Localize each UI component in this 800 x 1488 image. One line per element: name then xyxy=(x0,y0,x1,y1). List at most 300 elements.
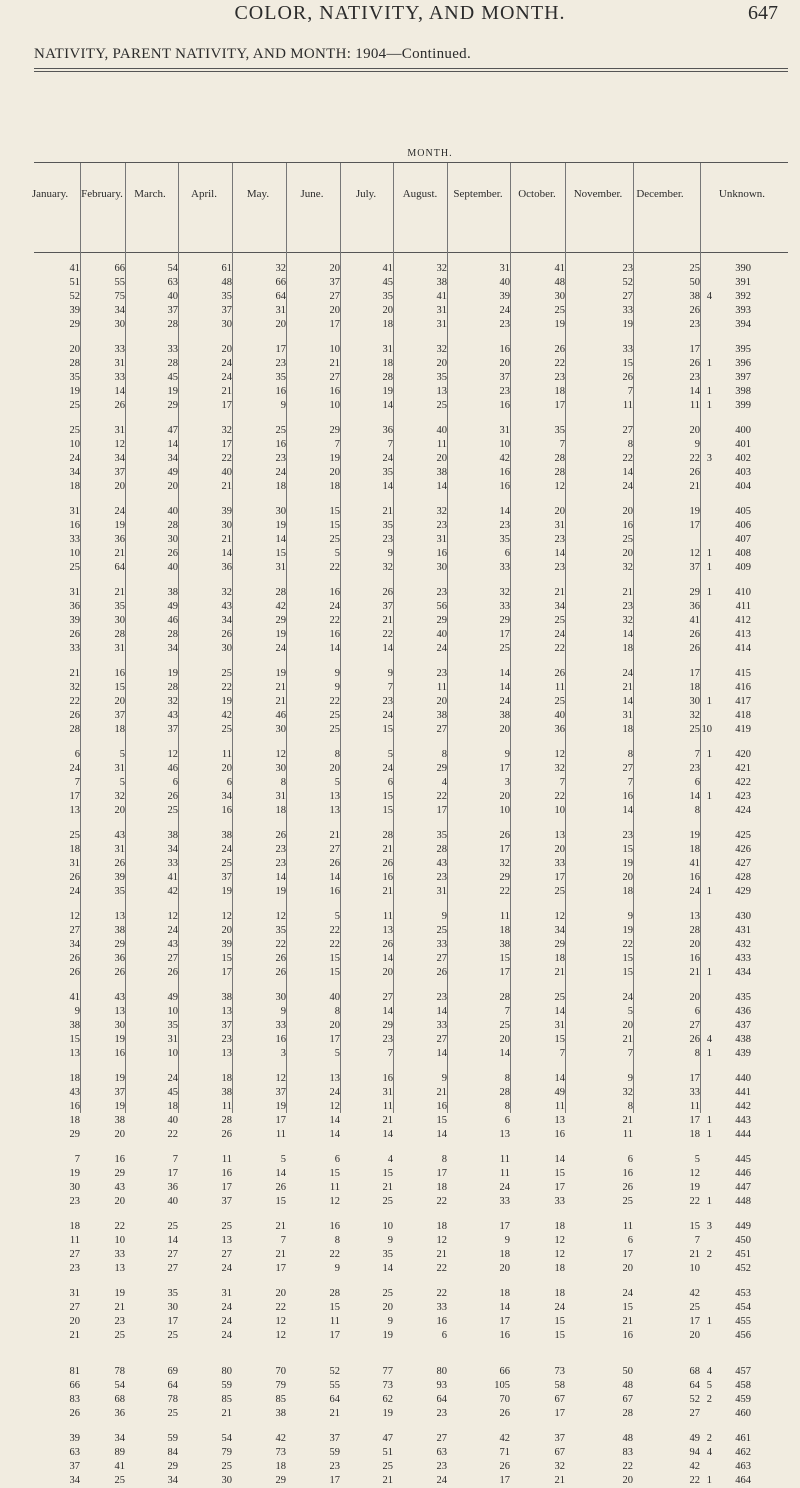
table-cell: 37 xyxy=(167,305,178,316)
table-cell: 23 xyxy=(436,1461,447,1472)
table-cell: 26 xyxy=(69,967,80,978)
table-cell: 32 xyxy=(69,682,80,693)
table-row xyxy=(28,1128,712,1142)
table-cell: 33 xyxy=(499,1196,510,1207)
table-cell: 22 xyxy=(221,682,232,693)
table-cell: 31 xyxy=(275,305,286,316)
row-number: 461 xyxy=(735,1433,751,1444)
table-cell: 16 xyxy=(69,1101,80,1112)
table-cell: 33 xyxy=(622,344,633,355)
table-row xyxy=(28,1153,712,1167)
row-number: 455 xyxy=(735,1316,751,1327)
table-cell: 15 xyxy=(275,1196,286,1207)
table-cell: 16 xyxy=(436,548,447,559)
table-cell: 30 xyxy=(69,1182,80,1193)
row-number-row xyxy=(711,991,751,1005)
group-gap xyxy=(28,980,712,991)
table-cell: 33 xyxy=(69,534,80,545)
table-cell: 36 xyxy=(167,1182,178,1193)
table-cell: 21 xyxy=(382,1475,393,1486)
row-number-row xyxy=(711,276,751,290)
table-cell: 18 xyxy=(436,1182,447,1193)
table-cell: 32 xyxy=(622,615,633,626)
table-cell: 23 xyxy=(689,763,700,774)
table-cell: 42 xyxy=(275,1433,286,1444)
table-row xyxy=(28,438,712,452)
table-cell: 51 xyxy=(382,1447,393,1458)
gap-cell xyxy=(28,818,712,829)
table-cell: 28 xyxy=(622,1408,633,1419)
table-cell: 23 xyxy=(275,844,286,855)
table-cell: 9 xyxy=(387,1316,393,1327)
table-cell: 1 xyxy=(706,400,712,411)
table-cell: 11 xyxy=(436,439,447,450)
table-cell: 21 xyxy=(382,615,393,626)
table-cell: 23 xyxy=(382,1034,393,1045)
table-cell: 37 xyxy=(499,372,510,383)
table-cell: 1 xyxy=(706,1048,712,1059)
table-cell: 42 xyxy=(275,601,286,612)
table-cell: 19 xyxy=(275,629,286,640)
table-cell: 12 xyxy=(114,439,125,450)
table-cell: 15 xyxy=(622,953,633,964)
row-number-row xyxy=(711,910,751,924)
table-cell: 27 xyxy=(329,291,340,302)
table-cell: 43 xyxy=(436,858,447,869)
row-number: 391 xyxy=(735,277,751,288)
table-cell: 25 xyxy=(329,710,340,721)
table-cell: 15 xyxy=(329,967,340,978)
table-cell: 13 xyxy=(689,911,700,922)
table-cell: 24 xyxy=(329,601,340,612)
table-cell: 23 xyxy=(622,601,633,612)
table-cell: 41 xyxy=(554,263,565,274)
table-cell: 7 xyxy=(74,1154,80,1165)
table-cell: 48 xyxy=(554,277,565,288)
table-cell: 32 xyxy=(499,858,510,869)
table-cell: 25 xyxy=(69,562,80,573)
table-cell: 9 xyxy=(387,668,393,679)
table-cell: 16 xyxy=(114,668,125,679)
table-cell: 35 xyxy=(382,520,393,531)
column-header-july: July. xyxy=(355,188,377,200)
row-number: 459 xyxy=(735,1394,751,1405)
table-cell: 33 xyxy=(275,1020,286,1031)
table-cell: 19 xyxy=(167,386,178,397)
table-cell: 15 xyxy=(554,1330,565,1341)
table-cell: 14 xyxy=(275,872,286,883)
table-cell: 34 xyxy=(167,1475,178,1486)
table-cell: 1 xyxy=(706,749,712,760)
table-cell: 29 xyxy=(167,400,178,411)
row-number-row xyxy=(711,600,751,614)
table-cell: 24 xyxy=(221,1263,232,1274)
table-cell: 32 xyxy=(436,263,447,274)
row-number: 392 xyxy=(735,291,751,302)
table-title: NATIVITY, PARENT NATIVITY, AND MONTH: 1904—Continued. xyxy=(34,46,472,62)
row-number: 457 xyxy=(735,1366,751,1377)
table-cell: 13 xyxy=(114,1006,125,1017)
row-number: 432 xyxy=(735,939,751,950)
table-cell: 26 xyxy=(382,939,393,950)
table-cell: 19 xyxy=(275,1101,286,1112)
table-cell: 20 xyxy=(436,696,447,707)
table-cell: 19 xyxy=(622,319,633,330)
table-cell: 11 xyxy=(499,1168,510,1179)
row-number: 401 xyxy=(735,439,751,450)
table-cell: 16 xyxy=(622,1168,633,1179)
table-row xyxy=(28,262,712,276)
table-cell: 23 xyxy=(499,319,510,330)
table-cell: 29 xyxy=(436,763,447,774)
table-cell: 16 xyxy=(622,520,633,531)
table-row xyxy=(28,1287,712,1301)
row-number: 418 xyxy=(735,710,751,721)
table-cell: 19 xyxy=(622,925,633,936)
table-cell: 26 xyxy=(382,587,393,598)
table-cell: 43 xyxy=(114,830,125,841)
table-cell: 17 xyxy=(275,1263,286,1274)
row-number-row xyxy=(711,1474,751,1488)
table-cell: 22 xyxy=(554,791,565,802)
table-cell: 27 xyxy=(329,372,340,383)
table-cell: 11 xyxy=(69,1235,80,1246)
table-cell: 16 xyxy=(329,386,340,397)
table-cell: 28 xyxy=(167,629,178,640)
table-cell: 23 xyxy=(554,562,565,573)
table-cell: 26 xyxy=(689,629,700,640)
top-rule xyxy=(34,68,788,69)
table-cell: 13 xyxy=(221,1048,232,1059)
table-cell: 8 xyxy=(504,1101,510,1112)
group-gap xyxy=(28,818,712,829)
table-row xyxy=(28,547,712,561)
table-cell: 84 xyxy=(167,1447,178,1458)
table-cell: 11 xyxy=(689,1101,700,1112)
row-number: 416 xyxy=(735,682,751,693)
row-number-row xyxy=(711,438,751,452)
group-gap xyxy=(28,1354,712,1365)
table-cell: 21 xyxy=(275,1221,286,1232)
table-cell: 23 xyxy=(689,372,700,383)
page-number: 647 xyxy=(748,2,778,24)
table-cell: 16 xyxy=(499,467,510,478)
table-cell: 18 xyxy=(554,1288,565,1299)
table-cell: 4 xyxy=(387,1154,393,1165)
table-cell: 27 xyxy=(167,953,178,964)
table-cell: 21 xyxy=(114,548,125,559)
table-cell: 52 xyxy=(329,1366,340,1377)
table-cell: 4 xyxy=(706,1366,712,1377)
table-cell: 9 xyxy=(387,1235,393,1246)
table-cell: 36 xyxy=(221,562,232,573)
table-cell: 28 xyxy=(499,992,510,1003)
table-cell: 9 xyxy=(334,668,340,679)
table-cell: 15 xyxy=(622,967,633,978)
table-cell: 20 xyxy=(114,696,125,707)
table-cell: 26 xyxy=(689,305,700,316)
table-cell: 13 xyxy=(329,805,340,816)
table-row xyxy=(28,952,712,966)
table-cell: 7 xyxy=(387,439,393,450)
table-cell: 7 xyxy=(387,1048,393,1059)
row-number-row xyxy=(711,1315,751,1329)
table-cell: 7 xyxy=(504,1006,510,1017)
table-cell: 79 xyxy=(275,1380,286,1391)
table-cell: 20 xyxy=(382,1302,393,1313)
row-number-row xyxy=(711,1019,751,1033)
table-cell: 10 xyxy=(167,1048,178,1059)
table-cell: 5 xyxy=(334,911,340,922)
table-cell: 16 xyxy=(436,1316,447,1327)
table-cell: 46 xyxy=(167,615,178,626)
table-row xyxy=(28,667,712,681)
table-cell: 21 xyxy=(69,1330,80,1341)
row-number: 442 xyxy=(735,1101,751,1112)
table-cell: 35 xyxy=(382,1249,393,1260)
gap-cell xyxy=(28,1209,712,1220)
table-cell: 17 xyxy=(499,844,510,855)
table-cell: 18 xyxy=(167,1101,178,1112)
row-number-row xyxy=(711,1379,751,1393)
table-cell: 17 xyxy=(329,319,340,330)
gap-cell xyxy=(711,332,751,343)
table-cell: 22 xyxy=(436,791,447,802)
table-cell: 22 xyxy=(114,1221,125,1232)
table-row xyxy=(28,614,712,628)
table-cell: 11 xyxy=(382,1101,393,1112)
gap-cell xyxy=(711,575,751,586)
table-cell: 80 xyxy=(436,1366,447,1377)
table-cell: 6 xyxy=(441,1330,447,1341)
running-head-title: COLOR, NATIVITY, AND MONTH. xyxy=(234,2,566,24)
table-cell: 21 xyxy=(382,506,393,517)
table-cell: 27 xyxy=(69,1302,80,1313)
table-cell: 12 xyxy=(275,911,286,922)
table-cell: 17 xyxy=(499,763,510,774)
table-cell: 3 xyxy=(280,1048,286,1059)
table-cell: 40 xyxy=(167,562,178,573)
table-cell: 11 xyxy=(275,1129,286,1140)
table-cell: 8 xyxy=(441,749,447,760)
table-cell: 15 xyxy=(622,1302,633,1313)
table-cell: 26 xyxy=(221,629,232,640)
table-cell: 17 xyxy=(554,1182,565,1193)
table-cell: 24 xyxy=(167,925,178,936)
row-number-row xyxy=(711,304,751,318)
row-number-row xyxy=(711,1167,751,1181)
table-cell: 40 xyxy=(167,1115,178,1126)
table-cell: 14 xyxy=(275,1168,286,1179)
row-number-row xyxy=(711,938,751,952)
table-cell: 34 xyxy=(69,1475,80,1486)
table-cell: 47 xyxy=(382,1433,393,1444)
table-cell: 26 xyxy=(329,858,340,869)
table-cell: 32 xyxy=(622,1087,633,1098)
table-cell: 5 xyxy=(706,1380,712,1391)
table-cell: 34 xyxy=(221,615,232,626)
table-cell: 19 xyxy=(689,830,700,841)
table-cell: 28 xyxy=(554,467,565,478)
row-number: 393 xyxy=(735,305,751,316)
table-cell: 5 xyxy=(119,777,125,788)
table-cell: 7 xyxy=(559,777,565,788)
table-cell: 8 xyxy=(441,1154,447,1165)
table-cell: 20 xyxy=(69,1316,80,1327)
table-cell: 21 xyxy=(329,358,340,369)
table-cell: 30 xyxy=(275,724,286,735)
table-cell: 23 xyxy=(689,319,700,330)
table-cell: 24 xyxy=(499,305,510,316)
table-cell: 17 xyxy=(221,1182,232,1193)
row-number-row xyxy=(711,1301,751,1315)
table-cell: 32 xyxy=(554,763,565,774)
row-number-row xyxy=(711,681,751,695)
table-cell: 34 xyxy=(69,939,80,950)
table-cell: 1 xyxy=(706,562,712,573)
table-row xyxy=(28,681,712,695)
table-cell: 17 xyxy=(436,1168,447,1179)
table-cell: 26 xyxy=(622,372,633,383)
table-cell: 28 xyxy=(382,830,393,841)
table-cell: 2 xyxy=(706,1394,712,1405)
table-cell: 25 xyxy=(382,1196,393,1207)
table-cell: 28 xyxy=(167,358,178,369)
table-row xyxy=(28,991,712,1005)
table-cell: 35 xyxy=(275,925,286,936)
table-cell: 25 xyxy=(69,425,80,436)
table-cell: 24 xyxy=(499,696,510,707)
table-row xyxy=(28,304,712,318)
table-cell: 23 xyxy=(554,372,565,383)
gap-cell xyxy=(28,332,712,343)
table-cell: 23 xyxy=(436,1408,447,1419)
row-number: 438 xyxy=(735,1034,751,1045)
table-cell: 6 xyxy=(627,1235,633,1246)
table-cell: 19 xyxy=(275,520,286,531)
row-number: 435 xyxy=(735,992,751,1003)
group-gap xyxy=(711,737,751,748)
table-cell: 21 xyxy=(554,1475,565,1486)
gap-cell xyxy=(28,1343,712,1354)
table-cell: 10 xyxy=(69,548,80,559)
row-number: 429 xyxy=(735,886,751,897)
table-cell: 15 xyxy=(329,1168,340,1179)
table-cell: 41 xyxy=(69,992,80,1003)
table-cell: 19 xyxy=(622,858,633,869)
table-cell: 1 xyxy=(706,1316,712,1327)
table-cell: 16 xyxy=(554,1129,565,1140)
table-cell: 17 xyxy=(221,400,232,411)
table-cell: 37 xyxy=(554,1433,565,1444)
table-cell: 14 xyxy=(382,1263,393,1274)
table-cell: 26 xyxy=(689,643,700,654)
table-cell: 49 xyxy=(554,1087,565,1098)
table-cell: 30 xyxy=(436,562,447,573)
table-row xyxy=(28,871,712,885)
table-cell: 24 xyxy=(221,844,232,855)
table-cell: 14 xyxy=(221,548,232,559)
table-cell: 34 xyxy=(114,305,125,316)
row-number-row xyxy=(711,1114,751,1128)
table-cell: 17 xyxy=(69,791,80,802)
table-cell: 16 xyxy=(221,1168,232,1179)
table-row xyxy=(28,1329,712,1343)
table-row xyxy=(28,1234,712,1248)
table-cell: 20 xyxy=(499,791,510,802)
column-header-january: January. xyxy=(31,188,69,200)
table-row xyxy=(28,600,712,614)
table-cell: 5 xyxy=(334,548,340,559)
row-number-row xyxy=(711,857,751,871)
table-cell: 35 xyxy=(382,467,393,478)
table-cell: 1 xyxy=(706,386,712,397)
table-cell: 23 xyxy=(69,1263,80,1274)
table-cell: 31 xyxy=(114,425,125,436)
table-row xyxy=(28,1086,712,1100)
table-cell: 78 xyxy=(114,1366,125,1377)
table-cell: 1 xyxy=(706,1129,712,1140)
table-cell: 14 xyxy=(382,400,393,411)
table-cell: 40 xyxy=(167,506,178,517)
row-number: 425 xyxy=(735,830,751,841)
table-cell: 26 xyxy=(114,967,125,978)
table-cell: 31 xyxy=(499,425,510,436)
table-cell: 31 xyxy=(554,1020,565,1031)
table-cell: 14 xyxy=(329,872,340,883)
table-cell: 30 xyxy=(689,696,700,707)
table-cell: 30 xyxy=(114,319,125,330)
row-number: 436 xyxy=(735,1006,751,1017)
row-number-row xyxy=(711,505,751,519)
gap-cell xyxy=(28,1061,712,1072)
table-cell: 13 xyxy=(554,830,565,841)
column-header-august: August. xyxy=(402,188,438,200)
table-cell: 19 xyxy=(114,1288,125,1299)
table-cell: 1 xyxy=(706,1475,712,1486)
table-cell: 16 xyxy=(329,886,340,897)
row-number-column xyxy=(711,262,751,1488)
table-cell: 25 xyxy=(689,1302,700,1313)
table-cell: 38 xyxy=(499,710,510,721)
table-cell: 25 xyxy=(499,1020,510,1031)
table-cell: 25 xyxy=(554,992,565,1003)
gap-cell xyxy=(28,1142,712,1153)
table-cell: 18 xyxy=(221,1073,232,1084)
row-number-row xyxy=(711,1033,751,1047)
column-header-row xyxy=(0,188,800,236)
table-cell: 10 xyxy=(689,1263,700,1274)
row-number-row xyxy=(711,519,751,533)
table-cell: 24 xyxy=(622,481,633,492)
table-row xyxy=(28,924,712,938)
gap-cell xyxy=(711,1142,751,1153)
row-number-row xyxy=(711,1047,751,1061)
row-number: 422 xyxy=(735,777,751,788)
table-cell: 18 xyxy=(622,724,633,735)
table-cell: 18 xyxy=(382,319,393,330)
row-number-row xyxy=(711,1128,751,1142)
column-header-april: April. xyxy=(191,188,217,200)
row-number: 405 xyxy=(735,506,751,517)
table-cell: 26 xyxy=(554,344,565,355)
table-cell: 28 xyxy=(167,319,178,330)
table-row xyxy=(28,885,712,899)
table-cell: 32 xyxy=(622,562,633,573)
table-cell: 36 xyxy=(382,425,393,436)
table-cell: 23 xyxy=(436,992,447,1003)
group-gap xyxy=(28,1276,712,1287)
